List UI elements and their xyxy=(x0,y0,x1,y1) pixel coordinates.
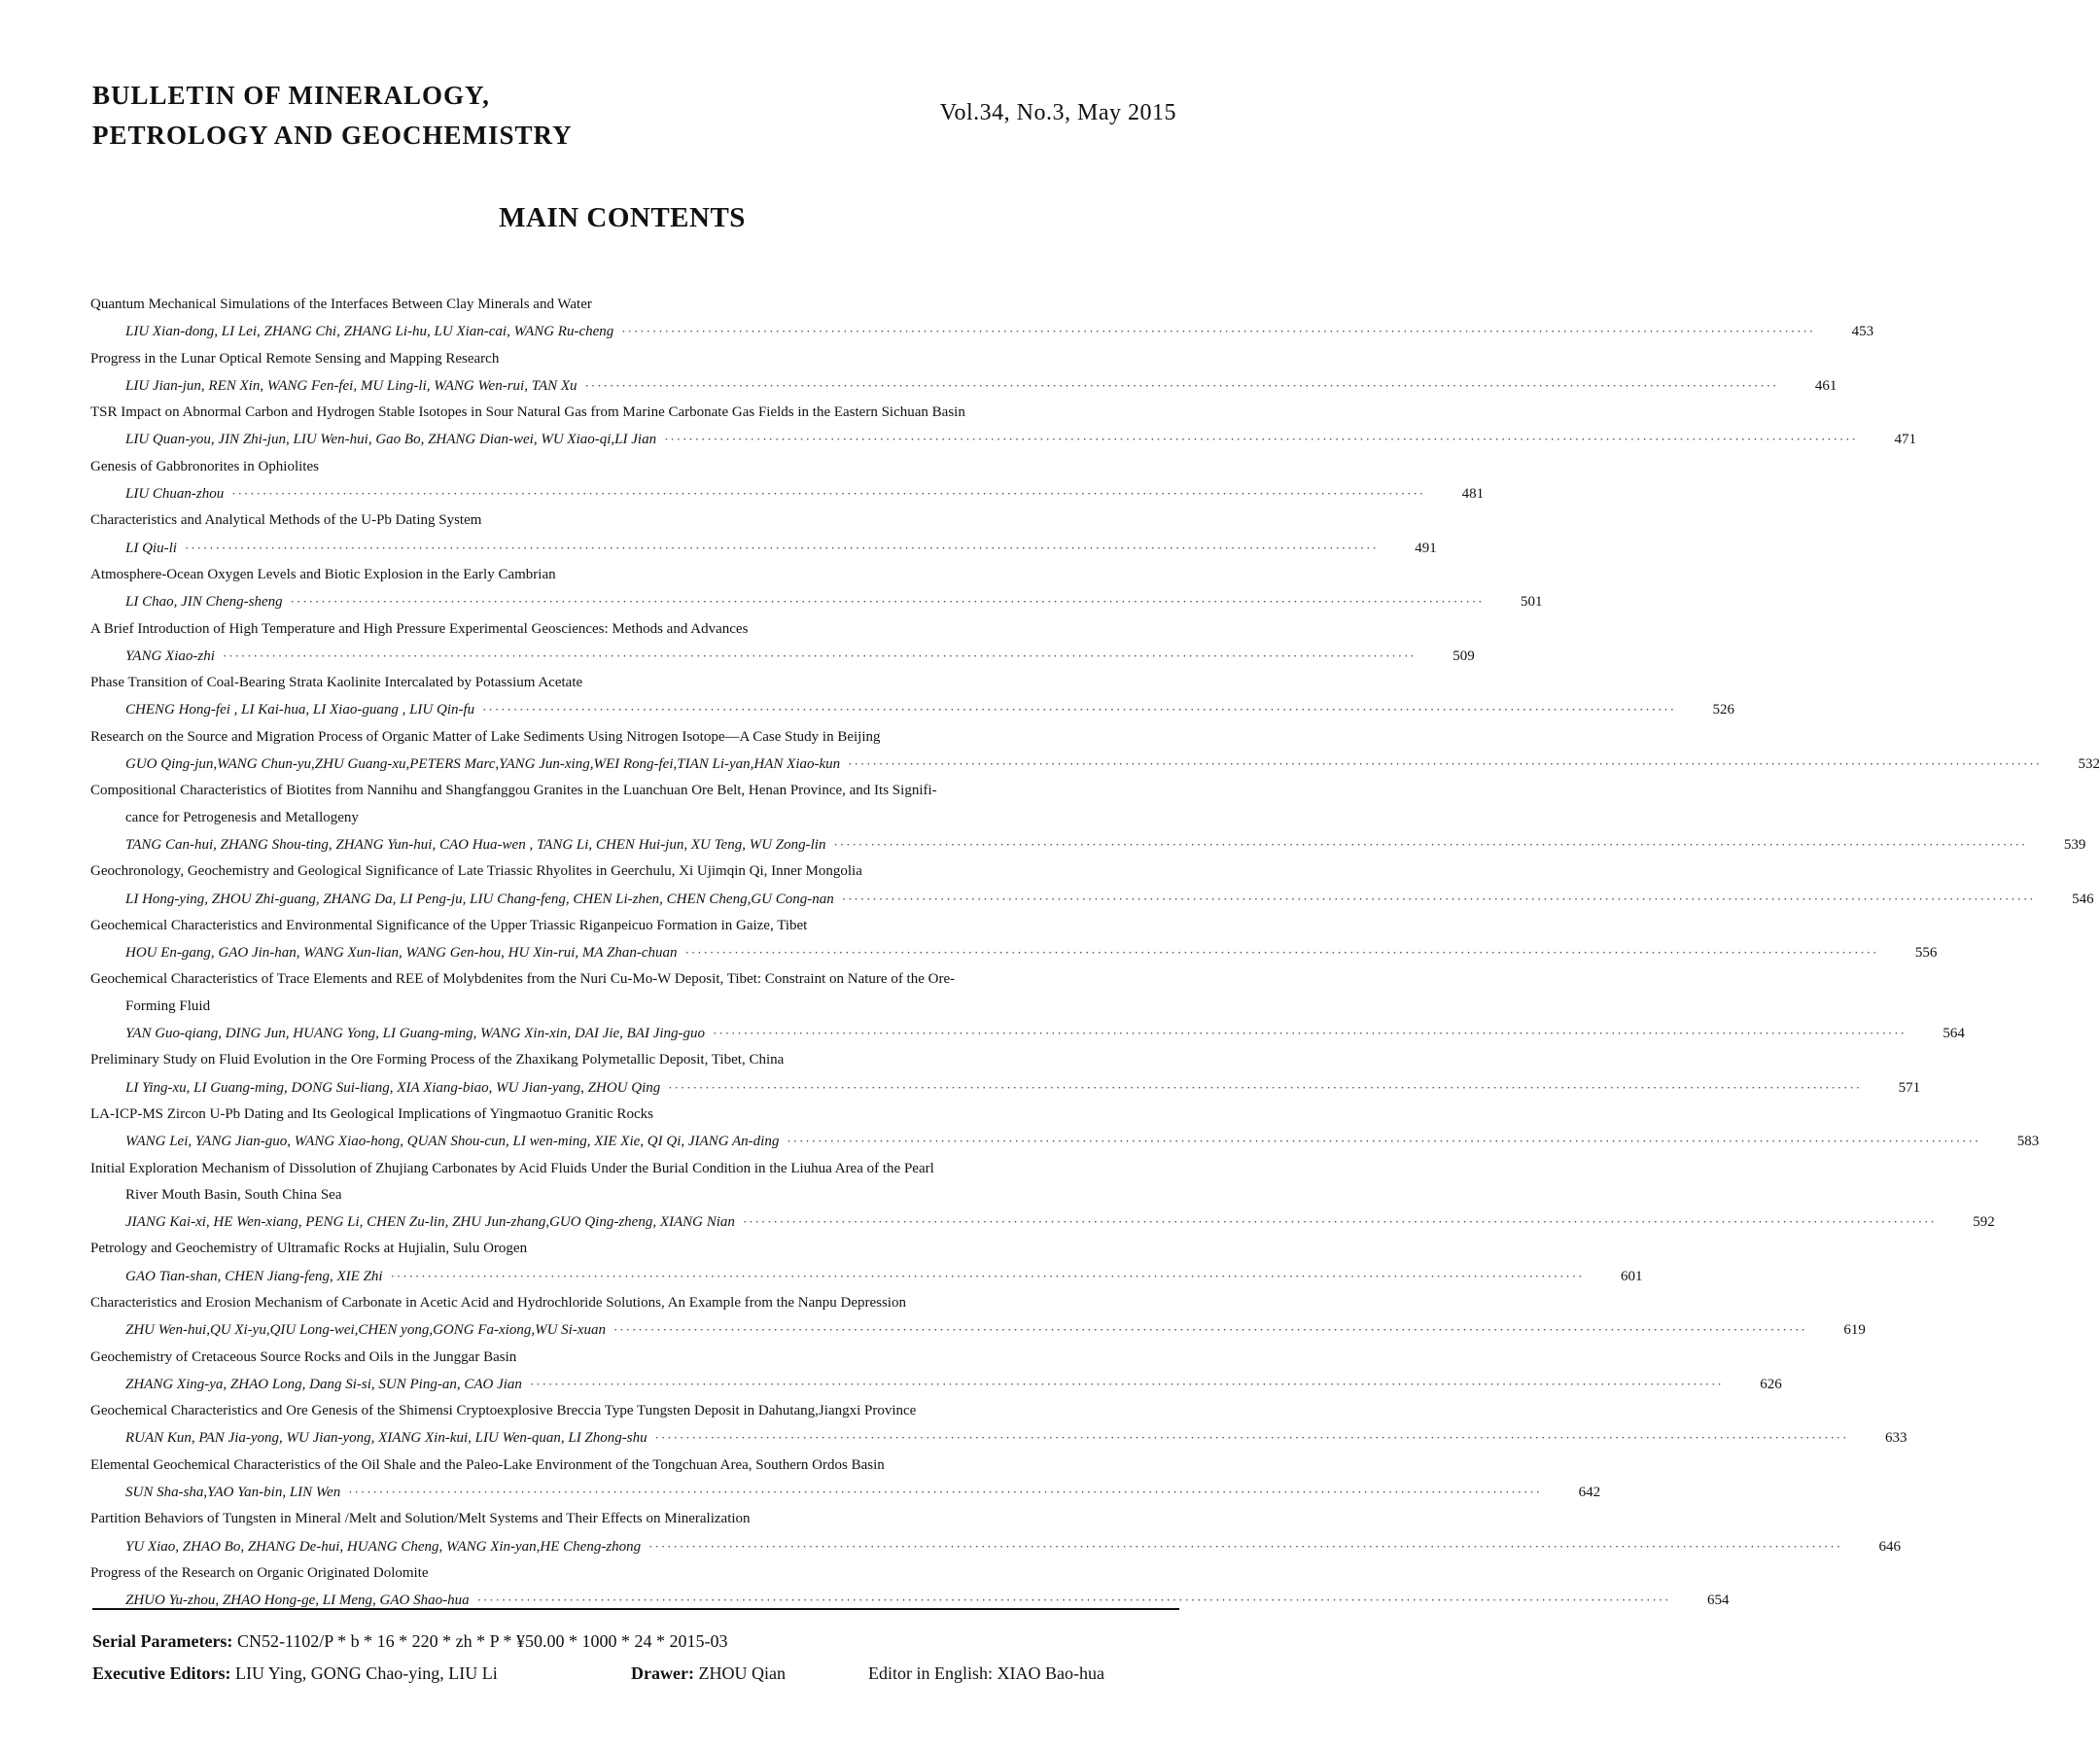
page-number: 646 xyxy=(1878,1538,1902,1555)
article-title xyxy=(90,1345,1181,1371)
exec-label: Executive Editors: xyxy=(92,1663,231,1683)
article-authors: WANG Lei, YANG Jian-guo, WANG Xiao-hong, QUAN Shou-cun, LI wen-ming, XIE Xie, QI Qi, JIANG An-ding xyxy=(125,1134,780,1150)
toc-entry xyxy=(90,1345,1782,1399)
article-authors: ZHUO Yu-zhou, ZHAO Hong-ge, LI Meng, GAO Shao-hua xyxy=(125,1592,470,1609)
author-line xyxy=(90,1208,1995,1236)
toc-entry xyxy=(90,1560,1730,1615)
author-line xyxy=(90,535,1437,562)
dot-leader: ·································································································································································································· xyxy=(621,324,1816,339)
article-title xyxy=(90,1506,1181,1532)
article-title xyxy=(90,913,1181,939)
toc-entry xyxy=(90,400,1916,454)
editors-line xyxy=(92,1663,1191,1684)
author-line xyxy=(90,1424,1908,1452)
table-of-contents xyxy=(90,292,2100,1615)
toc-entry xyxy=(90,1236,1643,1290)
author-line xyxy=(90,831,2086,858)
page-number: 592 xyxy=(1973,1214,1995,1231)
article-authors: ZHANG Xing-ya, ZHAO Long, Dang Si-si, SUN Ping-an, CAO Jian xyxy=(125,1376,522,1392)
page-number: 491 xyxy=(1415,540,1437,556)
article-title xyxy=(90,1560,1181,1587)
article-title-text: Geochemical Characteristics of Trace Elements and REE of Molybdenites from the Nuri Cu-Mo-W Deposit, Tibet: Constraint on Nature of the Ore- xyxy=(90,971,956,988)
article-title xyxy=(90,346,1181,372)
article-title-text: Quantum Mechanical Simulations of the Interfaces Between Clay Minerals and Water xyxy=(90,297,592,312)
author-line xyxy=(90,1128,2040,1155)
article-authors: RUAN Kun, PAN Jia-yong, WU Jian-yong, XIANG Xin-kui, LIU Wen-quan, LI Zhong-shu xyxy=(125,1430,648,1447)
article-authors: LI Chao, JIN Cheng-sheng xyxy=(125,594,283,611)
dot-leader: ·································································································································································································· xyxy=(787,1134,1981,1149)
page-number: 601 xyxy=(1620,1268,1643,1284)
page-number: 633 xyxy=(1884,1430,1908,1447)
toc-entry xyxy=(90,454,1485,508)
article-title-text: Preliminary Study on Fluid Evolution in the Ore Forming Process of the Zhaxikang Polymetallic Deposit, Tibet, China xyxy=(90,1052,785,1068)
dot-leader: ·································································································································································································· xyxy=(290,594,1485,610)
english-editor: Editor in English: XIAO Bao-hua xyxy=(868,1663,1104,1683)
dot-leader: ·································································································································································································· xyxy=(654,1430,1849,1446)
dot-leader: ·································································································································································································· xyxy=(584,377,1779,393)
author-line xyxy=(90,318,1874,345)
article-authors: HOU En-gang, GAO Jin-han, WANG Xun-lian, WANG Gen-hou, HU Xin-rui, MA Zhan-chuan xyxy=(125,945,678,962)
toc-entry xyxy=(90,1290,1866,1345)
page-number: 556 xyxy=(1914,945,1938,962)
article-title-text: Research on the Source and Migration Process of Organic Matter of Lake Sediments Using Nitrogen Isotope—A Case Study in Beijing xyxy=(90,728,881,745)
article-title-text: A Brief Introduction of High Temperature and High Pressure Experimental Geosciences: Methods and Advances xyxy=(90,620,749,637)
article-title xyxy=(90,670,1181,696)
author-line xyxy=(90,1533,1902,1560)
issue-info: Vol.34, No.3, May 2015 xyxy=(939,100,1176,125)
page-number: 642 xyxy=(1578,1485,1601,1501)
article-title xyxy=(90,1398,1181,1424)
author-line xyxy=(90,372,1838,400)
article-title-text: Elemental Geochemical Characteristics of the Oil Shale and the Paleo-Lake Environment of the Tongchuan Area, Southern Ordos Basin xyxy=(90,1456,885,1473)
dot-leader: ·································································································································································································· xyxy=(222,648,1417,663)
article-title-text: Petrology and Geochemistry of Ultramafic Rocks at Hujialin, Sulu Orogen xyxy=(90,1241,528,1257)
article-title xyxy=(90,1290,1181,1316)
page-number: 583 xyxy=(2016,1134,2040,1150)
toc-entry xyxy=(90,346,1838,401)
dot-leader: ·································································································································································································· xyxy=(390,1268,1585,1283)
dot-leader: ·································································································································································································· xyxy=(684,945,1879,961)
author-line xyxy=(90,886,2094,913)
author-line xyxy=(90,1479,1601,1506)
page-number: 471 xyxy=(1894,432,1916,448)
page-number: 539 xyxy=(2063,836,2086,853)
author-line xyxy=(90,751,2100,778)
page-number: 461 xyxy=(1814,377,1838,394)
article-title xyxy=(90,778,1181,831)
dot-leader: ·································································································································································································· xyxy=(184,540,1379,555)
page-number: 626 xyxy=(1760,1376,1782,1392)
article-title-text: LA-ICP-MS Zircon U-Pb Dating and Its Geological Implications of Yingmaotuo Granitic Rocks xyxy=(90,1105,653,1122)
article-title-text: Progress of the Research on Organic Originated Dolomite xyxy=(90,1564,429,1581)
article-title-text: Geochemical Characteristics and Environmental Significance of the Upper Triassic Riganpeicuo Formation in Gaize, Tibet xyxy=(90,917,808,933)
toc-entry xyxy=(90,724,2100,779)
article-title-text: Compositional Characteristics of Biotites from Nannihu and Shangfanggou Granites in the Luanchuan Ore Belt, Henan Province, and Its Signifi- xyxy=(90,783,937,799)
article-title xyxy=(90,616,1181,643)
page-number: 532 xyxy=(2078,756,2100,773)
article-authors: ZHU Wen-hui,QU Xi-yu,QIU Long-wei,CHEN yong,GONG Fa-xiong,WU Si-xuan xyxy=(125,1322,606,1339)
dot-leader: ·································································································································································································· xyxy=(841,891,2036,906)
page-number: 654 xyxy=(1706,1592,1730,1609)
drawer-value: ZHOU Qian xyxy=(693,1663,786,1683)
toc-entry xyxy=(90,858,2094,913)
article-title xyxy=(90,400,1181,426)
article-title xyxy=(90,508,1181,534)
journal-title xyxy=(92,76,573,156)
article-title xyxy=(90,292,1181,318)
drawer-label: Drawer: xyxy=(631,1663,694,1683)
article-title-text: Phase Transition of Coal-Bearing Strata Kaolinite Intercalated by Potassium Acetate xyxy=(90,675,583,691)
author-line xyxy=(90,1074,1921,1102)
article-title-text: Geochemical Characteristics and Ore Genesis of the Shimensi Cryptoexplosive Breccia Type Tungsten Deposit in Dahutang,Jiangxi Province xyxy=(90,1403,917,1419)
article-title xyxy=(90,1047,1181,1073)
page-number: 564 xyxy=(1942,1026,1965,1042)
article-title xyxy=(90,858,1181,885)
article-title xyxy=(90,966,1181,1020)
author-line xyxy=(90,939,1938,966)
author-line xyxy=(90,1316,1866,1344)
toc-entry xyxy=(90,292,1874,346)
article-title xyxy=(90,1156,1181,1209)
article-authors: TANG Can-hui, ZHANG Shou-ting, ZHANG Yun-hui, CAO Hua-wen , TANG Li, CHEN Hui-jun, XU Teng, WU Zong-lin xyxy=(125,836,826,853)
article-title xyxy=(90,1102,1181,1128)
serial-label: Serial Parameters: xyxy=(92,1631,233,1651)
article-title-text: Geochronology, Geochemistry and Geological Significance of Late Triassic Rhyolites in Geerchulu, Xi Ujimqin Qi, Inner Mongolia xyxy=(90,863,862,880)
article-title-text: Progress in the Lunar Optical Remote Sensing and Mapping Research xyxy=(90,350,500,367)
article-authors: CHENG Hong-fei , LI Kai-hua, LI Xiao-guang , LIU Qin-fu xyxy=(125,702,475,718)
page-number: 526 xyxy=(1712,702,1735,718)
toc-entry xyxy=(90,913,1938,967)
article-authors: LI Hong-ying, ZHOU Zhi-guang, ZHANG Da, LI Peng-ju, LIU Chang-feng, CHEN Li-zhen, CHEN Cheng,GU Cong-nan xyxy=(125,891,834,907)
dot-leader: ·································································································································································································· xyxy=(833,836,2028,852)
article-title xyxy=(90,1236,1181,1262)
toc-entry xyxy=(90,1102,2040,1156)
dot-leader: ·································································································································································································· xyxy=(742,1214,1937,1230)
serial-value: CN52-1102/P * b * 16 * 220 * zh * P * ¥50.00 * 1000 * 24 * 2015-03 xyxy=(232,1631,728,1651)
article-title-text: Genesis of Gabbronorites in Ophiolites xyxy=(90,458,319,474)
article-title xyxy=(90,562,1181,588)
article-title-text: Atmosphere-Ocean Oxygen Levels and Biotic Explosion in the Early Cambrian xyxy=(90,566,556,582)
toc-entry xyxy=(90,1047,1921,1102)
article-authors: LI Qiu-li xyxy=(125,540,177,556)
drawer xyxy=(631,1663,868,1684)
dot-leader: ·································································································································································································· xyxy=(612,1322,1807,1338)
page-number: 509 xyxy=(1452,648,1475,664)
dot-leader: ·································································································································································································· xyxy=(482,702,1677,718)
dot-leader: ·································································································································································································· xyxy=(348,1485,1543,1500)
journal-title-line1: BULLETIN OF MINERALOGY, xyxy=(92,81,490,110)
toc-entry xyxy=(90,1506,1902,1560)
toc-entry xyxy=(90,562,1543,616)
article-title-continuation: River Mouth Basin, South China Sea xyxy=(125,1186,342,1203)
page-number: 481 xyxy=(1461,486,1485,503)
page-number: 453 xyxy=(1851,324,1874,340)
page-title: MAIN CONTENTS xyxy=(499,202,746,233)
article-title-continuation: Forming Fluid xyxy=(125,998,211,1014)
toc-entry xyxy=(90,1156,1995,1237)
article-authors: YU Xiao, ZHAO Bo, ZHANG De-hui, HUANG Cheng, WANG Xin-yan,HE Cheng-zhong xyxy=(125,1538,642,1555)
toc-entry xyxy=(90,1452,1601,1507)
article-title-text: Partition Behaviors of Tungsten in Mineral /Melt and Solution/Melt Systems and Their Effects on Mineralization xyxy=(90,1511,751,1527)
dot-leader: ·································································································································································································· xyxy=(668,1079,1863,1095)
article-authors: GUO Qing-jun,WANG Chun-yu,ZHU Guang-xu,PETERS Marc,YANG Jun-xing,WEI Rong-fei,TIAN Li-yan,HAN Xiao-kun xyxy=(125,756,841,773)
article-authors: SUN Sha-sha,YAO Yan-bin, LIN Wen xyxy=(125,1485,341,1501)
dot-leader: ·································································································································································································· xyxy=(476,1592,1671,1608)
dot-leader: ·································································································································································································· xyxy=(713,1026,1907,1041)
toc-entry xyxy=(90,1398,1908,1452)
article-authors: LIU Quan-you, JIN Zhi-jun, LIU Wen-hui, Gao Bo, ZHANG Dian-wei, WU Xiao-qi,LI Jian xyxy=(125,432,657,448)
article-title xyxy=(90,1452,1181,1479)
toc-entry xyxy=(90,670,1735,724)
dot-leader: ·································································································································································································· xyxy=(529,1376,1724,1391)
author-line xyxy=(90,480,1485,508)
author-line xyxy=(90,426,1916,453)
article-title-text: TSR Impact on Abnormal Carbon and Hydrogen Stable Isotopes in Sour Natural Gas from Marine Carbonate Gas Fields in the Eastern Sichuan Basin xyxy=(90,404,965,421)
toc-entry xyxy=(90,616,1475,671)
article-title-text: Geochemistry of Cretaceous Source Rocks and Oils in the Junggar Basin xyxy=(90,1348,517,1365)
dot-leader: ·································································································································································································· xyxy=(664,432,1858,447)
article-title-text: Characteristics and Erosion Mechanism of Carbonate in Acetic Acid and Hydrochloride Solutions, An Example from the Nanpu Depression xyxy=(90,1294,906,1311)
article-authors: LI Ying-xu, LI Guang-ming, DONG Sui-liang, XIA Xiang-biao, WU Jian-yang, ZHOU Qing xyxy=(125,1079,661,1096)
author-line xyxy=(90,1020,1965,1047)
author-line xyxy=(90,643,1475,670)
executive-editors xyxy=(92,1663,631,1684)
dot-leader: ·································································································································································································· xyxy=(231,486,1426,502)
author-line xyxy=(90,1371,1782,1398)
toc-entry xyxy=(90,508,1437,562)
article-authors: LIU Xian-dong, LI Lei, ZHANG Chi, ZHANG Li-hu, LU Xian-cai, WANG Ru-cheng xyxy=(125,324,614,340)
article-title-text: Initial Exploration Mechanism of Dissolution of Zhujiang Carbonates by Acid Fluids Under the Burial Condition in the Liuhua Area of the Pearl xyxy=(90,1160,934,1176)
serial-parameters xyxy=(92,1631,727,1652)
page-number: 501 xyxy=(1521,594,1543,611)
article-authors: LIU Jian-jun, REN Xin, WANG Fen-fei, MU Ling-li, WANG Wen-rui, TAN Xu xyxy=(125,377,578,394)
article-title xyxy=(90,724,1181,751)
article-authors: YAN Guo-qiang, DING Jun, HUANG Yong, LI Guang-ming, WANG Xin-xin, DAI Jie, BAI Jing-guo xyxy=(125,1026,706,1042)
exec-value: LIU Ying, GONG Chao-ying, LIU Li xyxy=(230,1663,498,1683)
toc-entry xyxy=(90,778,2086,858)
article-authors: JIANG Kai-xi, HE Wen-xiang, PENG Li, CHEN Zu-lin, ZHU Jun-zhang,GUO Qing-zheng, XIANG Nian xyxy=(125,1214,735,1231)
page-number: 546 xyxy=(2072,891,2094,907)
article-title-text: Characteristics and Analytical Methods of the U-Pb Dating System xyxy=(90,512,482,529)
footer-divider xyxy=(92,1608,1179,1610)
author-line xyxy=(90,1263,1643,1290)
page-number: 571 xyxy=(1898,1079,1921,1096)
author-line xyxy=(90,1587,1730,1614)
dot-leader: ·································································································································································································· xyxy=(648,1538,1843,1554)
article-authors: GAO Tian-shan, CHEN Jiang-feng, XIE Zhi xyxy=(125,1268,383,1284)
page-number: 619 xyxy=(1843,1322,1866,1339)
author-line xyxy=(90,696,1735,723)
dot-leader: ·································································································································································································· xyxy=(848,756,2043,772)
article-title-continuation: cance for Petrogenesis and Metallogeny xyxy=(125,809,359,825)
toc-entry xyxy=(90,966,1965,1047)
article-authors: YANG Xiao-zhi xyxy=(125,648,215,664)
article-authors: LIU Chuan-zhou xyxy=(125,486,225,503)
article-title xyxy=(90,454,1181,480)
author-line xyxy=(90,588,1543,615)
journal-title-line2: PETROLOGY AND GEOCHEMISTRY xyxy=(92,121,573,150)
